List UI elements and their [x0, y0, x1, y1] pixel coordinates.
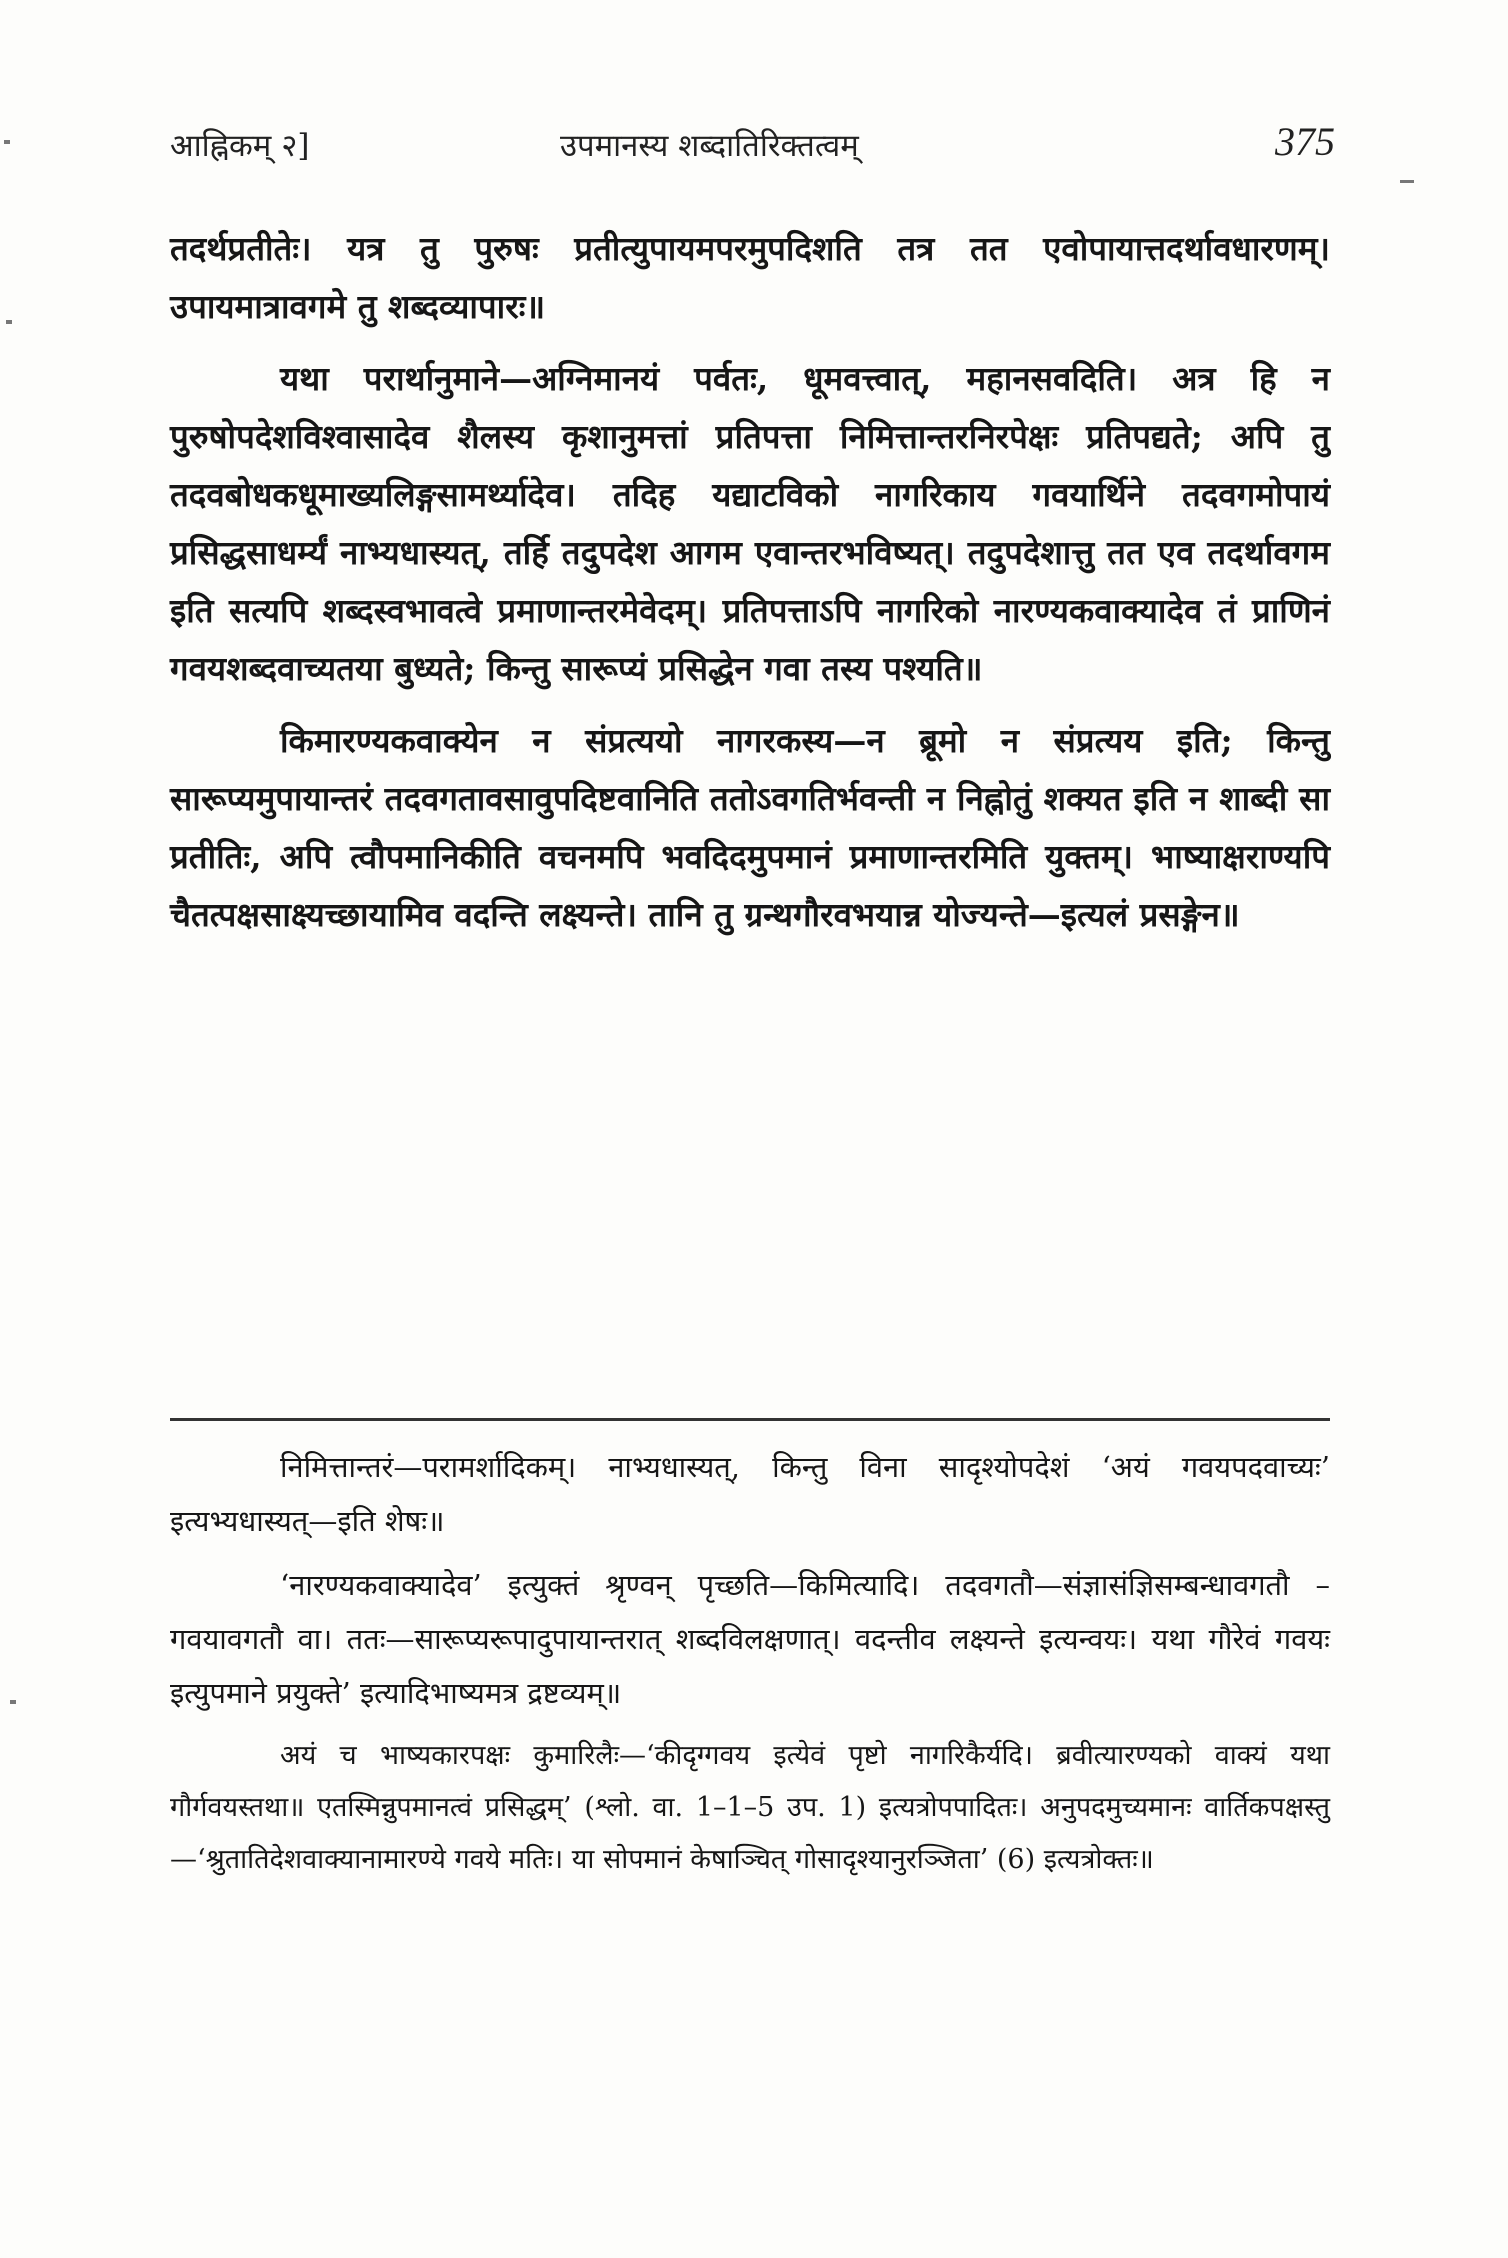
note-paragraph: निमित्तान्तरं—परामर्शादिकम्। नाभ्यधास्यत्, किन्तु विना सादृश्योपदेशं ‘अयं गवयपदवाच्यः’ इत्यभ्यधास्यत्—इति शेषः॥ — [170, 1450, 1330, 1538]
main-paragraph: तदर्थप्रतीतेः। यत्र तु पुरुषः प्रतीत्युपायमपरमुपदिशति तत्र तत एवोपायात्तदर्थावधारणम्। उपायमात्रावगमे तु शब्दव्यापारः॥ — [170, 229, 1330, 326]
running-header — [170, 118, 1335, 178]
footnote-divider — [170, 1418, 1330, 1421]
note-paragraph: ‘नारण्यकवाक्यादेव’ इत्युक्तं श्रृण्वन् पृच्छति—किमित्यादि। तदवगतौ—संज्ञासंज्ञिसम्बन्धावगतौ – गवयावगतौ वा। ततः—सारूप्यरूपादुपायान्तरात् शब्दविलक्षणात्। वदन्तीव लक्ष्यन्ते इत्यन्वयः। यथा गौरेवं गवयः इत्युपमाने प्रयुक्ते’ इत्यादिभाष्यमत्र द्रष्टव्यम्॥ — [170, 1568, 1330, 1710]
note-paragraph: अयं च भाष्यकारपक्षः कुमारिलैः—‘कीदृग्गवय इत्येवं पृष्टो नागरिकैर्यदि। ब्रवीत्यारण्यको वाक्यं यथा गौर्गवयस्तथा॥ एतस्मिन्नुपमानत्वं प्रसिद्धम्’ (श्लो. वा. 1–1–5 उप. 1) इत्यत्रोपपादितः। अनुपदमुच्यमानः वार्तिकपक्षस्तु—‘श्रुतातिदेशवाक्यानामारण्ये गवये मतिः। या सोपमानं केषाञ्चित् गोसादृश्यानुरञ्जिता’ (6) इत्यत्रोक्तः॥ — [170, 1740, 1330, 1875]
main-paragraph: किमारण्यकवाक्येन न संप्रत्ययो नागरकस्य—न ब्रूमो न संप्रत्यय इति; किन्तु सारूप्यमुपायान्तरं तदवगतावसावुपदिष्टवानिति ततोऽवगतिर्भवन्ती न निह्नोतुं शक्यत इति न शाब्दी सा प्रतीतिः, अपि त्वौपमानिकीति वचनमपि भवदिदमुपमानं प्रमाणान्तरमिति युक्तम्। भाष्याक्षराण्यपि चैतत्पक्षसाक्ष्यच्छायामिव वदन्ति लक्ष्यन्ते। तानि तु ग्रन्थगौरवभयान्न योज्यन्ते—इत्यलं प्रसङ्गेन॥ — [170, 721, 1330, 934]
page-number: 375 — [1275, 119, 1335, 164]
section-title: उपमानस्य शब्दातिरिक्तत्वम् — [560, 128, 859, 164]
scan-speck — [4, 140, 10, 144]
scan-speck — [1400, 180, 1414, 183]
main-text — [170, 220, 1330, 958]
scan-speck — [10, 1700, 16, 1704]
chapter-label: आह्निकम् २] — [170, 128, 310, 164]
scan-speck — [6, 320, 12, 324]
commentary-notes — [170, 1440, 1330, 1896]
main-paragraph: यथा परार्थानुमाने—अग्निमानयं पर्वतः, धूमवत्त्वात्, महानसवदिति। अत्र हि न पुरुषोपदेशविश्वासादेव शैलस्य कृशानुमत्तां प्रतिपत्ता निमित्तान्तरनिरपेक्षः प्रतिपद्यते; अपि तु तदवबोधकधूमाख्यलिङ्गसामर्थ्यादेव। तदिह यद्याटविको नागरिकाय गवयार्थिने तदवगमोपायं प्रसिद्धसाधर्म्यं नाभ्यधास्यत्, तर्हि तदुपदेश आगम एवान्तरभविष्यत्। तदुपदेशात्तु तत एव तदर्थावगम इति सत्यपि शब्दस्वभावत्वे प्रमाणान्तरमेवेदम्। प्रतिपत्ताऽपि नागरिको नारण्यकवाक्यादेव तं प्राणिनं गवयशब्दवाच्यतया बुध्यते; किन्तु सारूप्यं प्रसिद्धेन गवा तस्य पश्यति॥ — [170, 359, 1330, 688]
